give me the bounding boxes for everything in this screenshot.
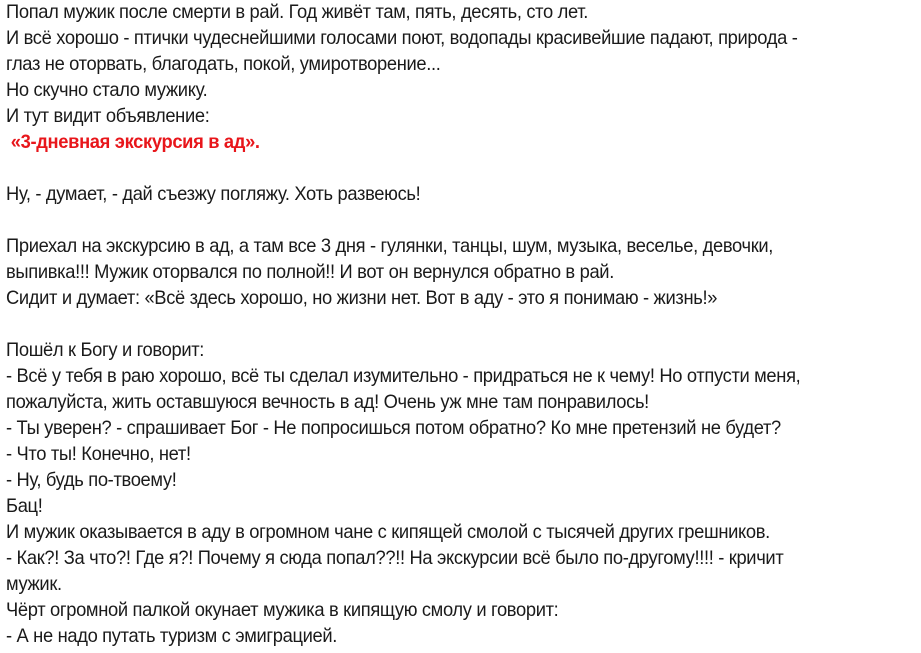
text-line: Ну, - думает, - дай съезжу погляжу. Хоть развеюсь! [6,184,421,205]
text-line: Бац! [6,496,43,517]
announcement-text: «3-дневная экскурсия в ад». [10,132,260,153]
text-line: глаз не оторвать, благодать, покой, умиротворение... [6,54,441,75]
text-line: Попал мужик после смерти в рай. Год живёт там, пять, десять, сто лет. [6,2,589,23]
text-line: И мужик оказывается в аду в огромном чане с кипящей смолой с тысячей других грешников. [6,522,770,543]
text-line: И всё хорошо - птички чудеснейшими голосами поют, водопады красивейшие падают, природа - [6,28,798,49]
text-line: - Что ты! Конечно, нет! [6,444,191,465]
text-line: пожалуйста, жить оставшуюся вечность в ад! Очень уж мне там понравилось! [6,392,649,413]
joke-text [6,0,878,650]
paragraph-gap [6,208,878,234]
text-line: - Ты уверен? - спрашивает Бог - Не попросишься потом обратно? Ко мне претензий не будет? [6,418,781,439]
text-line: - А не надо путать туризм с эмиграцией. [6,626,338,647]
text-line: Чёрт огромной палкой окунает мужика в кипящую смолу и говорит: [6,600,559,621]
text-line: Приехал на экскурсию в ад, а там все 3 дня - гулянки, танцы, шум, музыка, веселье, девочки, [6,236,774,257]
text-line: Но скучно стало мужику. [6,80,208,101]
text-line: мужик. [6,574,62,595]
text-line: - Как?! За что?! Где я?! Почему я сюда попал??!! На экскурсии всё было по-другому!!!! - кричит [6,548,784,569]
text-line: - Ну, будь по-твоему! [6,470,177,491]
text-line: Пошёл к Богу и говорит: [6,340,205,361]
text-line: Сидит и думает: «Всё здесь хорошо, но жизни нет. Вот в аду - это я понимаю - жизнь!» [6,288,718,309]
text-line: - Всё у тебя в раю хорошо, всё ты сделал изумительно - придраться не к чему! Но отпусти меня, [6,366,801,387]
text-line: И тут видит объявление: [6,106,210,127]
text-line: выпивка!!! Мужик оторвался по полной!! И вот он вернулся обратно в рай. [6,262,614,283]
paragraph-gap [6,156,878,182]
paragraph-gap [6,312,878,338]
